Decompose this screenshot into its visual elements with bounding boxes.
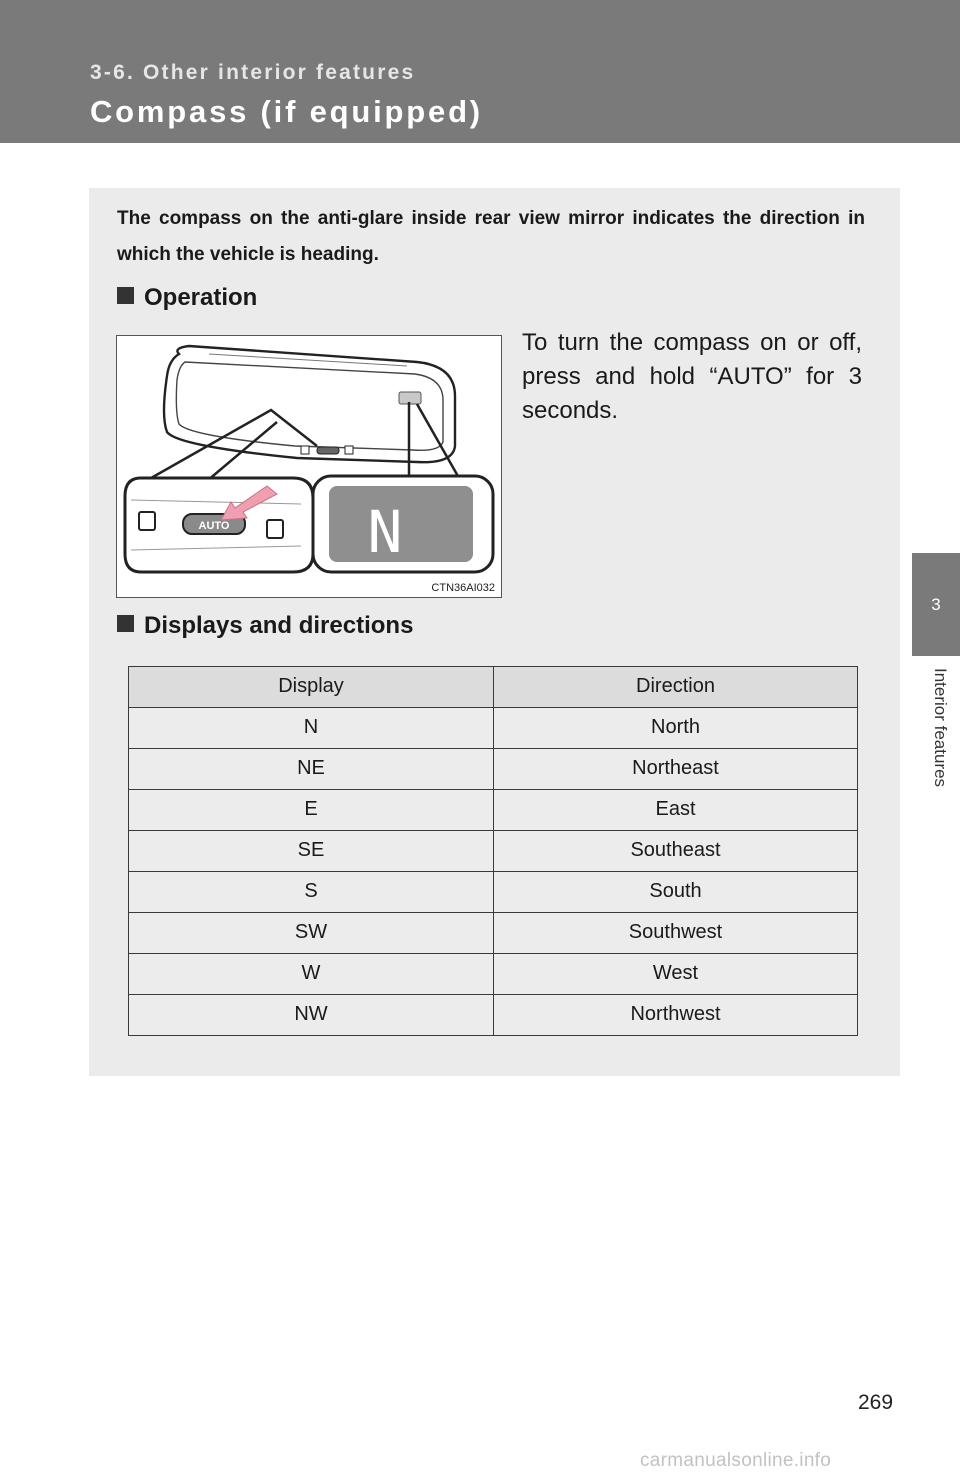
- direction-cell: North: [494, 708, 858, 749]
- mirror-illustration: [116, 335, 502, 598]
- page-title: Compass (if equipped): [90, 94, 483, 129]
- zoom-side-button-left: [139, 512, 155, 530]
- direction-cell: East: [494, 790, 858, 831]
- displays-heading-label: Displays and directions: [144, 612, 414, 639]
- direction-cell: Southeast: [494, 831, 858, 872]
- figure-code: CTN36AI032: [431, 582, 495, 594]
- direction-cell: South: [494, 872, 858, 913]
- direction-cell: Southwest: [494, 913, 858, 954]
- table-row: [129, 749, 858, 790]
- mirror-small-button-left: [301, 446, 309, 454]
- display-cell: S: [129, 872, 494, 913]
- table-row: [129, 954, 858, 995]
- operation-heading-label: Operation: [144, 284, 258, 311]
- display-cell: W: [129, 954, 494, 995]
- display-cell: E: [129, 790, 494, 831]
- section-label: 3-6. Other interior features: [90, 61, 416, 84]
- displays-heading: [117, 612, 413, 640]
- column-header-display: Display: [129, 667, 494, 708]
- mirror-drawing: [117, 336, 501, 597]
- direction-cell: West: [494, 954, 858, 995]
- display-cell: N: [129, 708, 494, 749]
- display-cell: SW: [129, 913, 494, 954]
- watermark: carmanualsonline.info: [640, 1450, 832, 1471]
- square-bullet-icon: [117, 615, 134, 632]
- table-row: [129, 708, 858, 749]
- direction-cell: Northeast: [494, 749, 858, 790]
- display-cell: NW: [129, 995, 494, 1036]
- display-cell: NE: [129, 749, 494, 790]
- table-header-row: [129, 667, 858, 708]
- column-header-direction: Direction: [494, 667, 858, 708]
- operation-text: To turn the compass on or off, press and hold “AUTO” for 3 seconds.: [522, 329, 862, 424]
- directions-table: [128, 666, 858, 1036]
- table-row: [129, 872, 858, 913]
- chapter-tab: 3: [912, 553, 960, 656]
- zoom-side-button-right: [267, 520, 283, 538]
- page-number: 269: [858, 1391, 894, 1414]
- table-row: [129, 790, 858, 831]
- mirror-small-button-right: [345, 446, 353, 454]
- intro-text: The compass on the anti-glare inside rear view mirror indicates the direction in which the vehicle is heading.: [117, 208, 865, 265]
- display-cell: SE: [129, 831, 494, 872]
- direction-cell: Northwest: [494, 995, 858, 1036]
- compass-display-letter: N: [367, 498, 403, 566]
- table-row: [129, 995, 858, 1036]
- square-bullet-icon: [117, 287, 134, 304]
- operation-heading: [117, 284, 257, 312]
- table-row: [129, 913, 858, 954]
- auto-button-label: AUTO: [198, 520, 230, 532]
- table-row: [129, 831, 858, 872]
- chapter-label: Interior features: [931, 668, 950, 788]
- mirror-auto-button-small: [317, 447, 339, 454]
